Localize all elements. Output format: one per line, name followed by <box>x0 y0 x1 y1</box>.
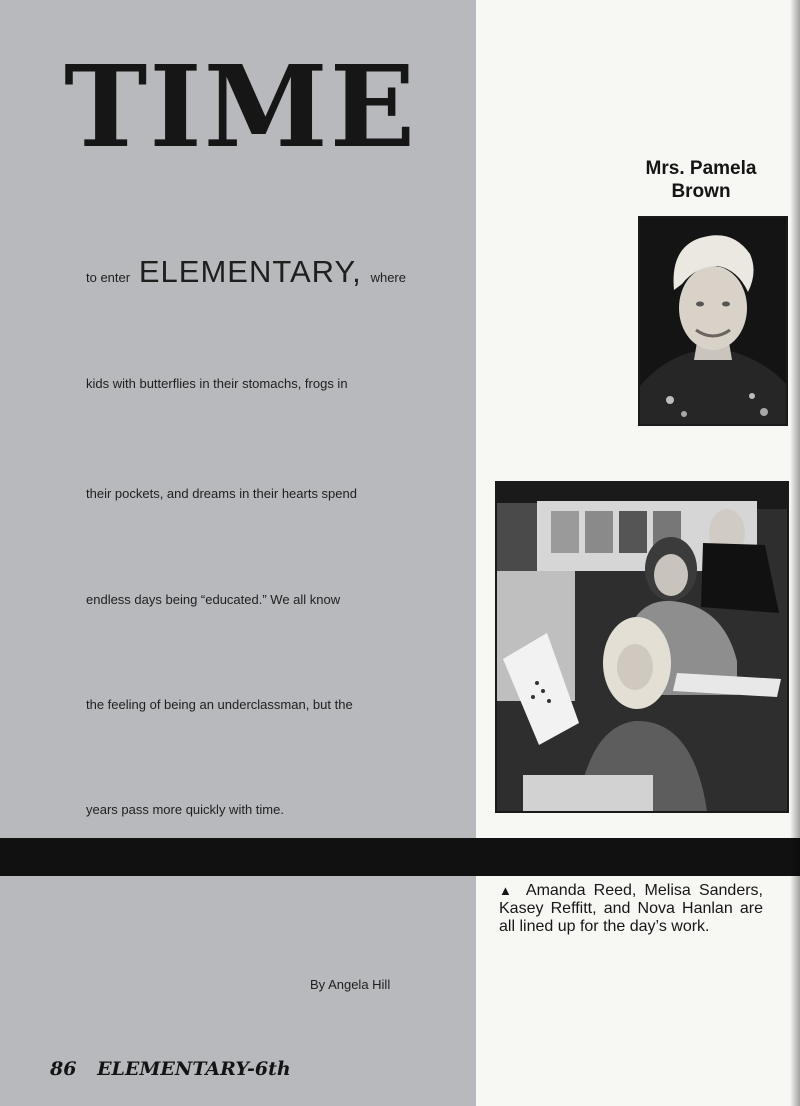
teacher-portrait-photo <box>638 216 788 426</box>
body-line-4: endless days being “educated.” We all know <box>86 592 341 607</box>
body-line-1-keyword: ELEMENTARY, <box>138 254 362 289</box>
caption-text: Amanda Reed, Melisa Sanders, Kasey Reffitt, and Nova Hanlan are all lined up for the day’s work. <box>499 882 763 935</box>
page-folio <box>50 1058 291 1080</box>
black-band-divider <box>0 838 800 876</box>
body-line-2: kids with butterflies in their stomachs, frogs in <box>86 376 348 391</box>
classroom-illustration <box>497 483 787 811</box>
byline: By Angela Hill <box>310 977 391 992</box>
teacher-name-line-1: Mrs. Pamela <box>645 158 757 179</box>
teacher-name-line-2: Brown <box>671 181 731 202</box>
body-line-6: years pass more quickly with time. <box>86 802 284 817</box>
classroom-photo <box>495 481 789 813</box>
page-edge-shadow <box>790 0 800 1106</box>
body-line-1-post: where <box>370 270 406 285</box>
body-line-1 <box>86 254 406 290</box>
portrait-illustration <box>640 218 786 424</box>
teacher-name <box>626 157 776 203</box>
page-title: TIME <box>64 42 418 173</box>
caption-marker: ▲ <box>499 883 516 898</box>
body-line-3: their pockets, and dreams in their hearts spend <box>86 486 357 501</box>
body-line-1-pre: to enter <box>86 270 131 285</box>
page-number: 86 <box>50 1058 77 1080</box>
body-line-5: the feeling of being an underclassman, but the <box>86 697 353 712</box>
section-name: ELEMENTARY-6th <box>97 1058 291 1080</box>
photo-caption <box>499 882 763 936</box>
